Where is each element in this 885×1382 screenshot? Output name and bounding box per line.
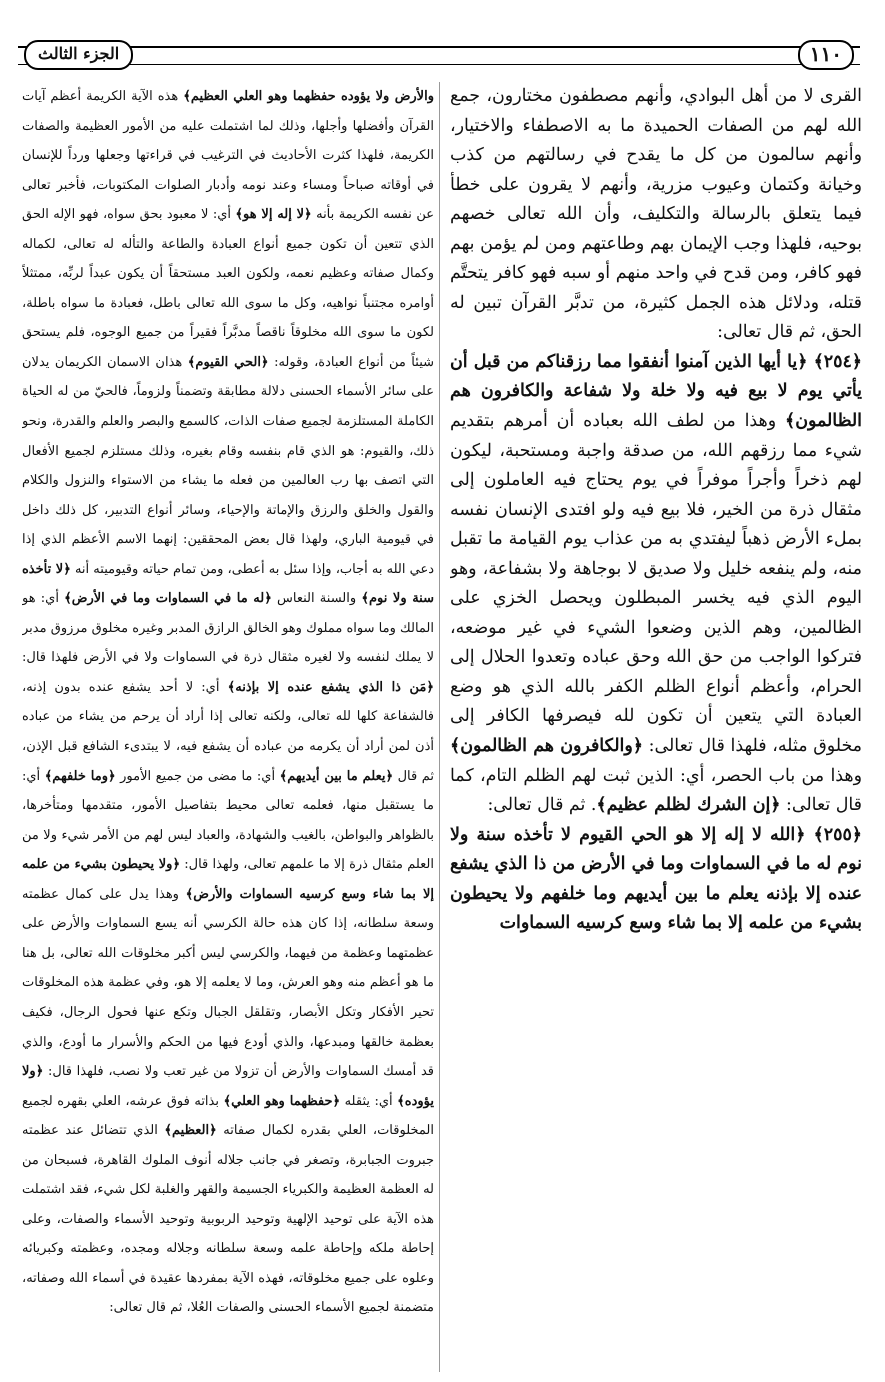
text-run: الذي تتضائل عند عظمته جبروت الجبابرة، وتصغر في جانب جلاله أنوف الملوك القاهرة، فسبحان من له العظمة العظيمة والكبرياء الجسيمة والقهر والغلبة لكل شيء، فقد اشتملت هذه الآية على توحيد الإلهية وتوحيد الربوبية وتوحيد الأسماء والصفات، وعلى إحاطة ملكه وإحاطة علمه وسعة سلطانه وجلاله ومجده، وعظمته وكبريائه وعلوه على جميع مخلوقاته، فهذه الآية بمفردها عقيدة في أسماء الله وصفاته، متضمنة لجميع الأسماء الحسنى والصفات العُلا، ثم قال تعالى:	[22, 1123, 434, 1316]
right-column	[450, 82, 862, 1376]
quran-quote: ﴿ولا يؤوده﴾	[22, 1064, 434, 1109]
quran-quote: ﴿حفظهما وهو العلي﴾	[223, 1093, 341, 1109]
text-run: أي: هو المالك وما سواه مملوك وهو الخالق الرازق المدبر وغيره مخلوق مرزوق مدبر لا يملك لنفسه ولا لغيره مثقال ذرة في السماوات ولا في الأرض فلهذا قال:	[22, 591, 434, 666]
text-run: أي: يثقله	[340, 1093, 398, 1109]
quran-quote: ﴿ولا يحيطون بشيء من علمه إلا بما شاء وسع كرسيه السماوات والأرض﴾	[22, 857, 434, 902]
quran-quote: ﴿لا تأخذه سنة ولا نوم﴾	[22, 561, 434, 607]
header-rule	[18, 46, 860, 65]
paragraph	[450, 82, 862, 348]
quran-quote: ﴿لا إله إلا هو﴾	[235, 207, 312, 223]
text-run: أي: ما مضى من جميع الأمور	[115, 768, 280, 784]
verse-255: ﴿٢٥٥﴾ ﴿الله لا إله إلا هو الحي القيوم لا تأخذه سنة ولا نوم له ما في السماوات وما في الأرض من ذا الذي يشفع عنده إلا بإذنه يعلم ما بين أيديهم وما خلفهم ولا يحيطون بشيء من علمه إلا بما شاء وسع كرسيه السماوات	[450, 824, 862, 934]
paragraph	[450, 821, 862, 939]
quran-quote: ﴿العظيم﴾	[164, 1123, 217, 1139]
text-run: . ثم قال تعالى:	[487, 795, 597, 816]
paragraph	[450, 348, 862, 821]
quran-quote: ﴿يعلم ما بين أيديهم﴾	[279, 768, 394, 784]
text-run: وهذا من باب الحصر، أي: الذين ثبت لهم الظلم التام، كما قال تعالى:	[450, 765, 862, 816]
text-run: بذاته فوق عرشه، العلي بقهره لجميع المخلوقات، العلي بقدره لكمال صفاته	[22, 1093, 434, 1139]
paragraph	[22, 82, 434, 1323]
text-run: وهذا يدل على كمال عظمته وسعة سلطانه، إذا كان هذه حالة الكرسي أنه يسع السماوات والأرض على عظمتهما وعظمة من فيهما، والكرسي ليس أكبر مخلوقات الله تعالى، بل هنا ما هو أعظم منه وهو العرش، وما لا يعلمه إلا هو، وفي عظمة هذه المخلوقات تحير الأفكار وتكل الأبصار، وتقلقل الجبال وتكع عنها فحول الرجال، فكيف بعظمة خالقها ومبدعها، والذي أودع فيها من الحكم والأسرار ما أودع، والذي قد أمسك السماوات والأرض أن تزولا من غير تعب ولا نصب، فلهذا قال:	[22, 886, 434, 1080]
text-run: وهذا من لطف الله بعباده أن أمرهم بتقديم شيء مما رزقهم الله، من صدقة واجبة ومستحبة، ليكون لهم ذخراً وأجراً موفراً في يوم يحتاج فيه العاملون إلى مثقال ذرة من الخير، فلا بيع فيه ولو افتدى الإنسان نفسه بملء الأرض ذهباً ليفتدي به من عذاب يوم القيامة ما تقبل منه، ولم ينفعه خليل ولا صديق لا بوجاهة ولا بشفاعة، وهو اليوم الذي فيه يخسر المبطلون ويحصل الخزي على الظالمين، وهم الذين وضعوا الشيء في غير موضعه، فتركوا الواجب من حق الله وحق عباده وتعدوا الحلال إلى الحرام، وأعظم أنواع الظلم الكفر بالله الذي هو وضع العبادة التي يتعين أن تكون لله فيصرفها الكافر إلى مخلوق مثله، فلهذا قال تعالى:	[450, 411, 862, 757]
page-header	[18, 40, 860, 66]
text-run: أي: لا أحد يشفع عنده بدون إذنه، فالشفاعة كلها لله تعالى، ولكنه تعالى إذا أراد أن يرحم من يشاء من عباده أذن لمن أراد أن يكرمه من عباده أن يشفع فيه، لا يبتدىء الشافع قبل الإذن، ثم قال	[22, 679, 434, 784]
quran-quote: والأرض ولا يؤوده حفظهما وهو العلي العظيم﴾	[183, 89, 434, 104]
page-number: ١١٠	[798, 40, 854, 70]
column-divider	[439, 82, 440, 1372]
quran-quote: ﴿الحي القيوم﴾	[187, 354, 269, 370]
verse-254: ﴿٢٥٤﴾ ﴿يا أيها الذين آمنوا أنفقوا مما رزقناكم من قبل أن يأتي يوم لا بيع فيه ولا خلة ولا شفاعة والكافرون هم الظالمون﴾	[450, 351, 862, 432]
quran-quote: ﴿إن الشرك لظلم عظيم﴾	[596, 795, 781, 816]
quran-quote: ﴿مَن ذا الذي يشفع عنده إلا بإذنه﴾	[227, 679, 434, 695]
text-run: هذان الاسمان الكريمان يدلان على سائر الأسماء الحسنى دلالة مطابقة وتضمناً ولزوماً، فالحيّ من له الحياة الكاملة المستلزمة لجميع صفات الذات، كالسمع والبصر والعلم والقدرة، ونحو ذلك، والقيوم: هو الذي قام بنفسه وقام بغيره، وذلك مستلزم لجميع الأفعال التي اتصف بها رب العالمين من فعله ما يشاء من الاستواء والنزول والكلام والقول والخلق والرزق والإماتة والإحياء، وسائر أنواع التدبير، كل ذلك داخل في قيومية الباري، ولهذا قال بعض المحققين: إنهما الاسم الأعظم الذي إذا دعي الله به أجاب، وإذا سئل به أعطى، ومن تمام حياته وقيوميته أنه	[22, 354, 434, 577]
text-run: أي: ما يستقبل منها، فعلمه تعالى محيط بتفاصيل الأمور، متقدمها ومتأخرها، بالظواهر والبواطن، بالغيب والشهادة، والعباد ليس لهم من الأمر شيء ولا من العلم مثقال ذرة إلا ما علمهم تعالى، ولهذا قال:	[22, 768, 434, 873]
text-run: القرى لا من أهل البوادي، وأنهم مصطفون مختارون، جمع الله لهم من الصفات الحميدة ما به الاصطفاء والاختيار، وأنهم سالمون من كل ما يقدح في رسالتهم من كذب وخيانة وكتمان وعيوب مزرية، وأنهم لا يقرون على خطأ فيما يتعلق بالرسالة والتكليف، وأن الله تعالى خصهم بوحيه، فلهذا وجب الإيمان بهم وطاعتهم ومن لم يؤمن بهم فهو كافر، ومن قدح في واحد منهم أو سبه فهو كافر يتحتَّم قتله، ودلائل هذه الجمل كثيرة، من تدبَّر القرآن تبين له الحق، ثم قال تعالى:	[450, 86, 862, 343]
quran-quote: ﴿والكافرون هم الظالمون﴾	[450, 736, 643, 757]
text-run: والسنة النعاس	[271, 591, 362, 607]
quran-quote: ﴿وما خلفهم﴾	[44, 768, 116, 784]
left-column	[22, 82, 434, 1376]
text-run: أي: لا معبود بحق سواه، فهو الإله الحق الذي تتعين أن تكون جميع أنواع العبادة والطاعة والتأله له تعالى، لكماله وكمال صفاته وعظيم نعمه، ولكون العبد مستحقاً أن يكون عبداً لربِّه، ممتثلاً أوامره مجتنباً نواهيه، وكل ما سوى الله تعالى باطل، فعبادة ما سواه باطلة، لكون ما سوى الله مخلوقاً ناقصاً مدبَّراً فقيراً من جميع الوجوه، فلم يستحق شيئاً من أنواع العبادة، وقوله:	[22, 207, 434, 370]
volume-label: الجزء الثالث	[24, 40, 133, 70]
quran-quote: ﴿له ما في السماوات وما في الأرض﴾	[64, 591, 272, 607]
text-run: هذه الآية الكريمة أعظم آيات القرآن وأفضلها وأجلها، وذلك لما اشتملت عليه من الأمور العظيمة والصفات الكريمة، فلهذا كثرت الأحاديث في الترغيب في قراءتها وجعلها ورداً للإنسان في أوقاته صباحاً ومساء وعند نومه وأدبار الصلوات المكتوبات، فأخبر تعالى عن نفسه الكريمة بأنه	[22, 89, 434, 223]
